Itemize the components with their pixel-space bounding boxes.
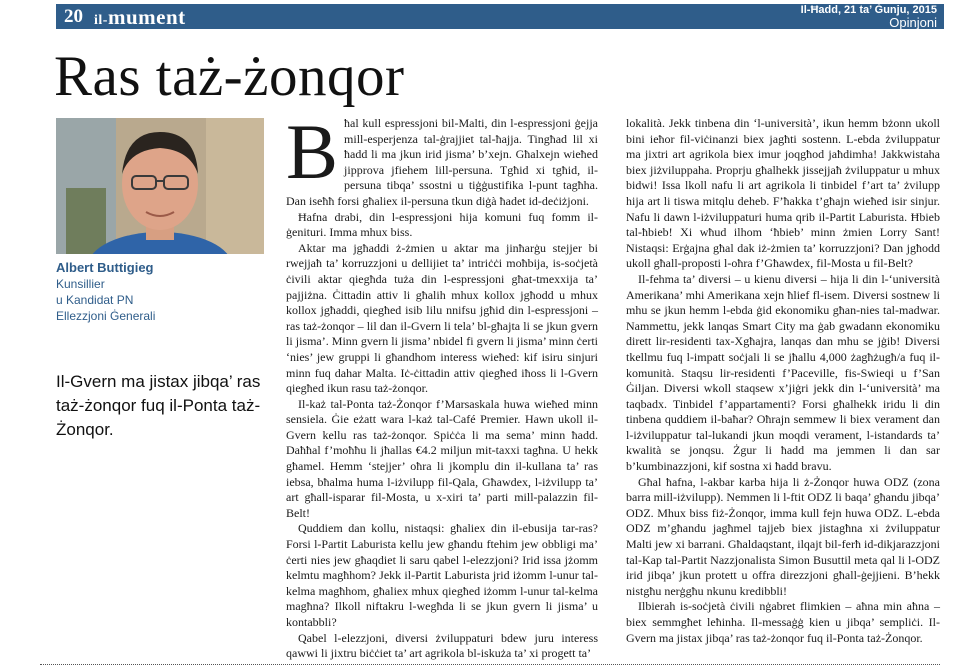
bottom-divider (40, 664, 940, 665)
article-headline: Ras taż-żonqor (54, 45, 405, 108)
drop-cap: B (286, 108, 339, 195)
article-paragraph: Ilbierah is-soċjetà ċivili nġabret flimkien – aħna min aħna – biex semmgħet leħinha. Il-messaġġ kien u jibqa’ sempliċi. Il-Gvern ma jistax jibqa’ ras taż-żonqor fuq il-Ponta taż-Żonqor. (626, 599, 940, 645)
paragraph-text: ħal kull espressjoni bil-Malti, din l-espressjoni ġejja mill-esperjenza tal-ġrajjiet tal-ħajja. Tingħad lil xi ħadd li ma jkun irid jisma’ b’xejn. Għalxejn wieħed jipprova jfiehem lill-persuna. Tgħid xi tgħid, il-persuna tibqa’ ssostni u tiġġustifika l-punt tagħha. Dan iseħħ forsi għaliex il-persuna tkun diġà ħadet id-deċiżjoni. (286, 116, 598, 208)
article-paragraph: Għal ħafna, l-akbar karba hija li ż-Żonqor huwa ODZ (zona barra mill-iżvilupp). Nemmen li l-ftit ODZ li baqa’ għandu jibqa’ ODZ. Mhux biss fiż-Żonqor, imma kull fejn huwa ODZ. L-ebda ODZ m’għandu jagħmel tajjeb biex jistagħna xi żviluppatur Malti jew xi barrani. Għaldaqstant, ilqajt bil-ferħ id-dikjarazzjoni tal-Kap tal-Partit Nazzjonalista Simon Busuttil meta qal li l-ODZ irid jibqa’ jkun protett u offra direzzjoni għall-ġejjieni. B’hekk nistgħu nerġgħu nkunu kredibbli! (626, 474, 940, 598)
author-photo (56, 118, 264, 254)
page-header (56, 4, 944, 29)
article-paragraph: Ħafna drabi, din l-espressjoni hija komuni fuq fomm il-ġenituri. Imma mhux biss. (286, 209, 598, 240)
page-number: 20 (64, 6, 83, 27)
pull-quote: Il-Gvern ma jistax jibqa’ ras taż-żonqor fuq il-Ponta taż-Żonqor. (56, 372, 261, 439)
article-paragraph (286, 108, 598, 210)
article-column-1 (286, 108, 598, 662)
article-paragraph: lokalità. Jekk tinbena din ‘l-università’, ikun hemm bżonn ukoll bini ieħor fil-viċinanzi biex jagħti sostenn. L-ebda żviluppatur ma jixtri art agrikola biex imur joqgħod jaħdimha! Jakkwistaha biex jiżviluppaha. Proprju għalhekk jissejjaħ żviluppatur u mhux bidwi! Issa lkoll nafu li art agrikola li tinbidel f’art ta’ żvilupp hija art li tiswa mitqlu deheb. F’ħakka t’għajn wieħed isir sinjur. Nafu li dawn l-iżviluppaturi huma qrib il-Partit Laburista. Ħbieb tal-ħbieb! Xi wħud ilhom ‘ħbieb’ minn żmien Lorry Sant! Nistaqsi: Erġajna għal dak iż-żmien ta’ korruzzjoni? Dan jgħodd ukoll għall-proposti l-oħra f’Għawdex, fil-Mosta u fil-Belt? (626, 116, 940, 271)
author-role-1: Kunsillier (56, 277, 105, 291)
publication-title: mument (107, 5, 186, 29)
author-name: Albert Buttigieg (56, 260, 154, 275)
article-paragraph: Il-każ tal-Ponta taż-Żonqor f’Marsaskala huwa wieħed minn sensiela. Ġie eżatt wara l-każ tal-Café Premier. Hawn ukoll il-Gvern kellu ras taż-żonqor. Spiċċa li ma sema’ minn ħadd. Daħħal f’moħħu li jħallas €4.2 miljun mit-taxxi tagħna. U hekk għamel. Hemm ‘stejjer’ oħra li jkomplu din il-kullana ta’ ras iebsa, bħalma huma l-iżvilupp fil-Qala, Għawdex, l-iżvilupp ta’ art għall-isparar fil-Mosta, u x-xiri ta’ parti mill-palazzin fil-Belt! (286, 396, 598, 520)
article-column-2 (626, 116, 940, 646)
article-paragraph: Aktar ma jgħaddi ż-żmien u aktar ma jinħarġu stejjer bi rwejjaħ ta’ korruzzjoni u dellijiet ta’ intriċċi moħbija, is-soċjetà ċivili aktar qiegħda tuża din l-espressjoni għat-tmexxija ta’ pajjiżna. Ċittadin attiv li għalih mhux kollox jgħodd u mhux kollox jgħaddi, qiegħed isib lilu nnifsu jgħid din l-espressjoni – ras taż-żonqor – lil dan il-Gvern li tela’ bl-għajta li se jkun gvern li jisma’. Minn gvern li jisma’ nbidel fi gvern li jisma’ minn ċerti ‘nies’ jew gruppi li għandhom interess wieħed: kif isiru sinjuri minn fuq dahar Malta. Iċ-ċittadin attiv qiegħed iħoss li l-Gvern qiegħed ikun rasu taż-żonqor. (286, 240, 598, 396)
section-label: Opinjoni (889, 15, 937, 30)
article-paragraph: Quddiem dan kollu, nistaqsi: għaliex din il-ebusija tar-ras? Forsi l-Partit Laburista kellu jew għandu ftehim jew obbligi ma’ ċerti nies jew għaqdiet li saru qabel l-elezzjoni? Irid issa jżomm kelmtu magħhom? Jekk il-Partit Laburista jrid iżomm l-unur tal-kelma magħhom, għaliex mhux qiegħed iżomm l-unur tal-kelma magħna? Ilkoll niftakru l-wegħda li se jkun gvern li jisma’ u kontabbli? (286, 521, 598, 629)
publication-prefix: il- (94, 13, 108, 28)
publication-name (94, 5, 186, 30)
issue-date: Il-Ħadd, 21 ta’ Ġunju, 2015 (800, 4, 937, 16)
article-paragraph: Qabel l-elezzjoni, diversi żviluppaturi bdew juru interess qawwi li jixtru biċċiet ta’ art agrikola bl-iskuża ta’ xi progett ta’ (286, 630, 598, 661)
author-role-2: u Kandidat PN (56, 293, 134, 307)
author-role-3: Ellezzjoni Ġenerali (56, 309, 156, 323)
article-paragraph: Il-fehma ta’ diversi – u kienu diversi – hija li din l-‘università Amerikana’ mhi Amerikana xejn ħlief fl-isem. Diversi sostnew li mhu se jkun hemm l-ebda ġid ekonomiku għan-nies tal-madwar. Nammettu, jekk lanqas Smart City ma ġab gwadann ekonomiku dirett lir-residenti tax-Xgħajra, lanqas dan mhu se jġib! Diversi tkellmu fuq l-impatt soċjali li se jħallu 4,000 żagħżugħ/a fuq il-komunità. Staqsu lir-residenti f’Paceville, fis-Swieqi u f’San Ġiljan. Diversi wkoll staqsew x’jiġri jekk din l-‘università’ ma taqbadx. Tinbidel f’appartamenti? Forsi għalhekk iridu li din tinbena quddiem il-baħar? Oħrajn semmew li biex verament dan l-iżviluppatur tal-lukandi jkun moqdi verament, l-istandards ta’ kwalità se jonqsu. Żgur li ħadd ma jemmen li dan sar b’kumbinazzjoni, kif sostna xi ħadd bravu. (626, 271, 940, 474)
